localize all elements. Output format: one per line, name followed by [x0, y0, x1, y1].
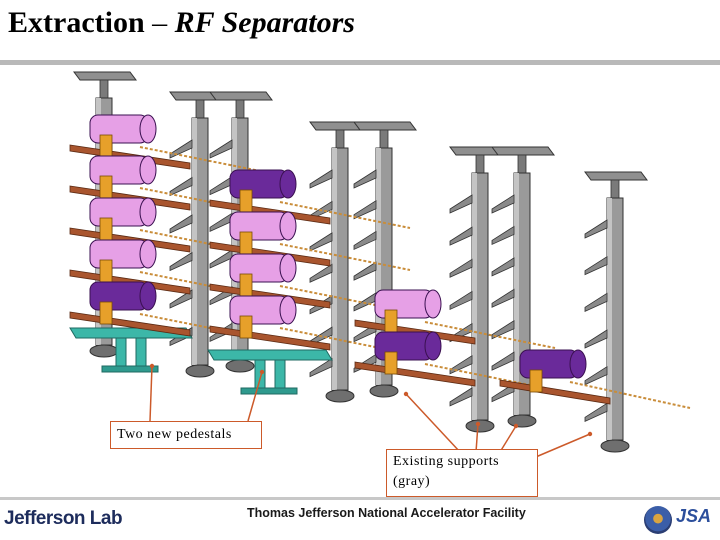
support-arm — [585, 293, 607, 311]
mount-block — [240, 316, 252, 338]
support-top-plate — [210, 92, 272, 100]
support-arm — [170, 253, 192, 271]
mount-block — [100, 302, 112, 324]
support-stem — [611, 180, 619, 198]
support-base — [508, 415, 536, 427]
title-dash: – — [144, 6, 175, 39]
title-main: Extraction — [8, 6, 145, 39]
pedestals-callout-text: Two new pedestals — [117, 427, 232, 442]
rf-cavity-end — [280, 254, 296, 282]
support-arm — [170, 215, 192, 233]
doe-seal-icon — [644, 506, 672, 534]
support-stem — [380, 130, 388, 148]
support-arm — [354, 201, 376, 219]
rf-cavity-end — [425, 290, 441, 318]
support-column-highlight — [514, 173, 519, 415]
support-arm — [585, 257, 607, 275]
supports-callout-line2: (gray) — [393, 474, 431, 489]
supports-callout — [386, 449, 538, 497]
support-arm — [450, 291, 472, 309]
support-base — [90, 345, 118, 357]
callout-leader-tip — [476, 422, 480, 426]
support-base — [226, 360, 254, 372]
support-base — [326, 390, 354, 402]
mount-block — [385, 352, 397, 374]
title-subtitle: RF Separators — [174, 6, 355, 39]
rf-cavity-end — [425, 332, 441, 360]
support-stem — [196, 100, 204, 118]
callout-leader-tip — [514, 424, 518, 428]
support-base — [186, 365, 214, 377]
rf-cavity — [230, 296, 288, 324]
support-base — [370, 385, 398, 397]
support-arm — [450, 259, 472, 277]
support-arm — [310, 359, 332, 377]
support-base — [601, 440, 629, 452]
callout-leader — [150, 366, 152, 421]
pedestal-foot — [241, 388, 297, 394]
support-arm — [450, 227, 472, 245]
mount-block — [240, 232, 252, 254]
pedestal-leg — [255, 360, 265, 390]
callout-leader-tip — [260, 370, 264, 374]
support-arm — [354, 231, 376, 249]
support-top-plate — [585, 172, 647, 180]
rf-cavity — [90, 240, 148, 268]
rf-cavity-end — [140, 240, 156, 268]
support-arm — [492, 258, 514, 276]
pedestal-top — [208, 350, 332, 360]
mount-block — [100, 135, 112, 157]
pedestal-foot — [102, 366, 158, 372]
support-arm — [170, 178, 192, 196]
rf-cavity-end — [140, 282, 156, 310]
support-stem — [100, 80, 108, 98]
support-arm — [310, 264, 332, 282]
callout-leader-tip — [404, 392, 408, 396]
rf-cavity — [90, 115, 148, 143]
support-arm — [450, 195, 472, 213]
support-column — [585, 172, 647, 452]
rf-cavity-end — [140, 198, 156, 226]
facility-name: Thomas Jefferson National Accelerator Facility — [247, 506, 526, 520]
support-arm — [210, 140, 232, 158]
copper-tray — [210, 326, 330, 350]
jefferson-lab-logo: Jefferson Lab — [4, 508, 123, 529]
rf-cavity-end — [140, 115, 156, 143]
footer-rule — [0, 497, 720, 500]
support-arm — [585, 367, 607, 385]
support-arm — [585, 330, 607, 348]
new-pedestal — [70, 328, 192, 372]
support-arm — [492, 195, 514, 213]
support-column — [450, 147, 512, 432]
rf-cavity-end — [570, 350, 586, 378]
callout-leader-tip — [150, 364, 154, 368]
pedestals-callout — [110, 421, 262, 449]
support-stem — [236, 100, 244, 118]
rf-cavity — [375, 290, 433, 318]
rf-cavity — [90, 282, 148, 310]
support-arm — [354, 262, 376, 280]
rf-cavity — [230, 212, 288, 240]
support-arm — [585, 220, 607, 238]
support-arm — [354, 293, 376, 311]
support-stem — [518, 155, 526, 173]
support-column-highlight — [332, 148, 337, 390]
mount-block — [100, 176, 112, 198]
support-stem — [476, 155, 484, 173]
support-top-plate — [492, 147, 554, 155]
support-base — [466, 420, 494, 432]
supports-callout-line1: Existing supports — [393, 454, 500, 469]
rf-cavity — [90, 156, 148, 184]
support-arm — [210, 250, 232, 268]
mount-block — [100, 260, 112, 282]
rf-cavity — [520, 350, 578, 378]
mount-block — [240, 274, 252, 296]
rf-cavity — [375, 332, 433, 360]
rf-cavity-end — [280, 212, 296, 240]
mount-block — [530, 370, 542, 392]
jsa-logo: JSA — [676, 506, 712, 526]
support-arm — [210, 177, 232, 195]
support-arm — [310, 170, 332, 188]
support-arm — [450, 388, 472, 406]
support-top-plate — [354, 122, 416, 130]
support-arm — [492, 289, 514, 307]
pedestal-leg — [116, 338, 126, 368]
callout-leader-tip — [588, 432, 592, 436]
mount-block — [240, 190, 252, 212]
rf-cavity-end — [280, 296, 296, 324]
rf-cavity-end — [280, 170, 296, 198]
support-arm — [492, 226, 514, 244]
support-arm — [310, 233, 332, 251]
support-arm — [354, 170, 376, 188]
rf-cavity — [90, 198, 148, 226]
rf-cavity — [230, 170, 288, 198]
support-arm — [585, 403, 607, 421]
support-arm — [210, 213, 232, 231]
mount-block — [100, 218, 112, 240]
support-stem — [336, 130, 344, 148]
rf-cavity-end — [140, 156, 156, 184]
rf-cavity — [230, 254, 288, 282]
mount-block — [385, 310, 397, 332]
support-arm — [492, 352, 514, 370]
support-top-plate — [74, 72, 136, 80]
